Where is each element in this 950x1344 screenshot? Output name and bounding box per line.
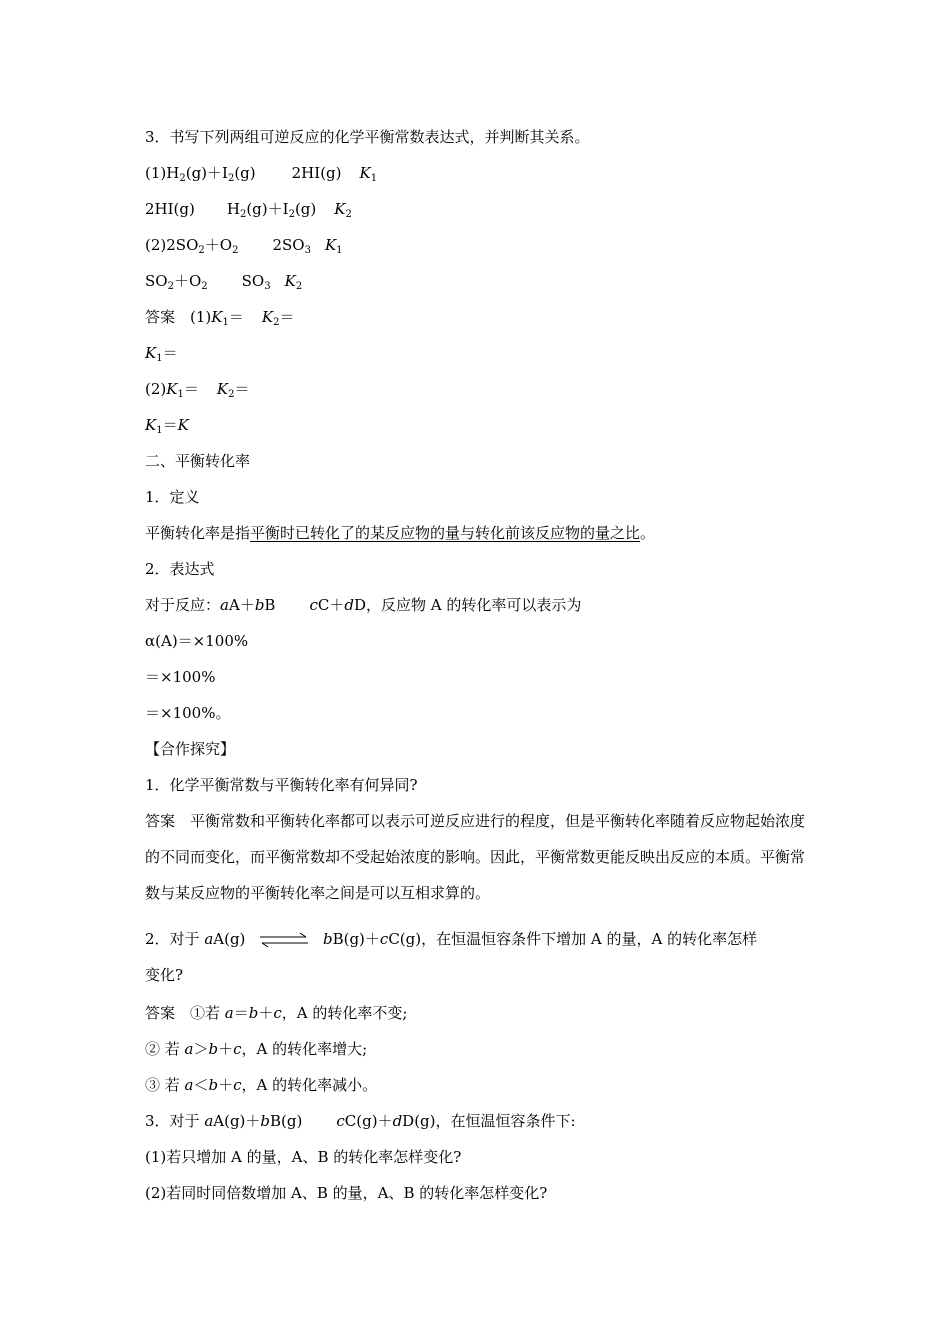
answer-3: $(2)K_1= K_2=$ xyxy=(145,380,250,400)
expression-reaction: 对于反应：aA＋bB cC＋dD，反应物 A 的转化率可以表示为 xyxy=(145,596,582,614)
formula-2: ＝×100% xyxy=(145,668,216,686)
q3-title: 3．书写下列两组可逆反应的化学平衡常数表达式，并判断其关系。 xyxy=(145,128,590,146)
coop-heading: 【合作探究】 xyxy=(145,740,236,758)
answer-1: 答案 $(1)K_1= K_2=$ xyxy=(145,308,295,328)
answer-4: $K_1=K$ xyxy=(145,416,189,436)
reaction-1b: 2HI(g) $H_2(g)+I_2(g)$ $K_2$ xyxy=(145,200,352,220)
coop-q1: 1．化学平衡常数与平衡转化率有何异同? xyxy=(145,776,418,794)
coop-q3-2: (2)若同时同倍数增加 A、B 的量，A、B 的转化率怎样变化? xyxy=(145,1184,548,1202)
coop-q2-cont: 变化? xyxy=(145,966,184,984)
expression-title: 2．表达式 xyxy=(145,560,215,578)
answer-2: $K_1=$ xyxy=(145,344,178,364)
coop-q3-1: (1)若只增加 A 的量，A、B 的转化率怎样变化? xyxy=(145,1148,462,1166)
coop-a2-1: 答案 ①若 a＝b＋c，A 的转化率不变; xyxy=(145,1004,408,1022)
definition-title: 1．定义 xyxy=(145,488,200,506)
formula-1: α(A)＝×100% xyxy=(145,632,249,650)
coop-a2-3: ③ 若 a＜b＋c，A 的转化率减小。 xyxy=(145,1076,378,1094)
equilibrium-arrow-icon xyxy=(258,933,310,947)
coop-a1: 答案 平衡常数和平衡转化率都可以表示可逆反应进行的程度，但是平衡转化率随着反应物起始浓度的不同而变化，而平衡常数却不受起始浓度的影响。因此，平衡常数更能反映出反应的本质。平衡常数与某反应物的平衡转化率之间是可以互相求算的。 xyxy=(145,812,806,902)
section-heading: 二、平衡转化率 xyxy=(145,452,251,470)
formula-3: ＝×100%。 xyxy=(145,704,231,722)
reaction-1a: $(1)H_2(g)+I_2(g)$ 2HI(g) $K_1$ xyxy=(145,164,378,184)
reaction-2a: $(2)2SO_2+O_2$ $2SO_3$ $K_1$ xyxy=(145,236,343,256)
reaction-2b: $SO_2+O_2$ $SO_3$ $K_2$ xyxy=(145,272,303,292)
coop-q2: 2．对于 aA(g) bB(g)＋cC(g)，在恒温恒容条件下增加 A 的量，A 的转化率怎样 xyxy=(145,930,758,948)
coop-q3: 3．对于 aA(g)＋bB(g) cC(g)＋dD(g)，在恒温恒容条件下: xyxy=(145,1112,576,1130)
coop-a2-2: ② 若 a＞b＋c，A 的转化率增大; xyxy=(145,1040,368,1058)
definition-text: 平衡转化率是指平衡时已转化了的某反应物的量与转化前该反应物的量之比。 xyxy=(145,524,656,542)
